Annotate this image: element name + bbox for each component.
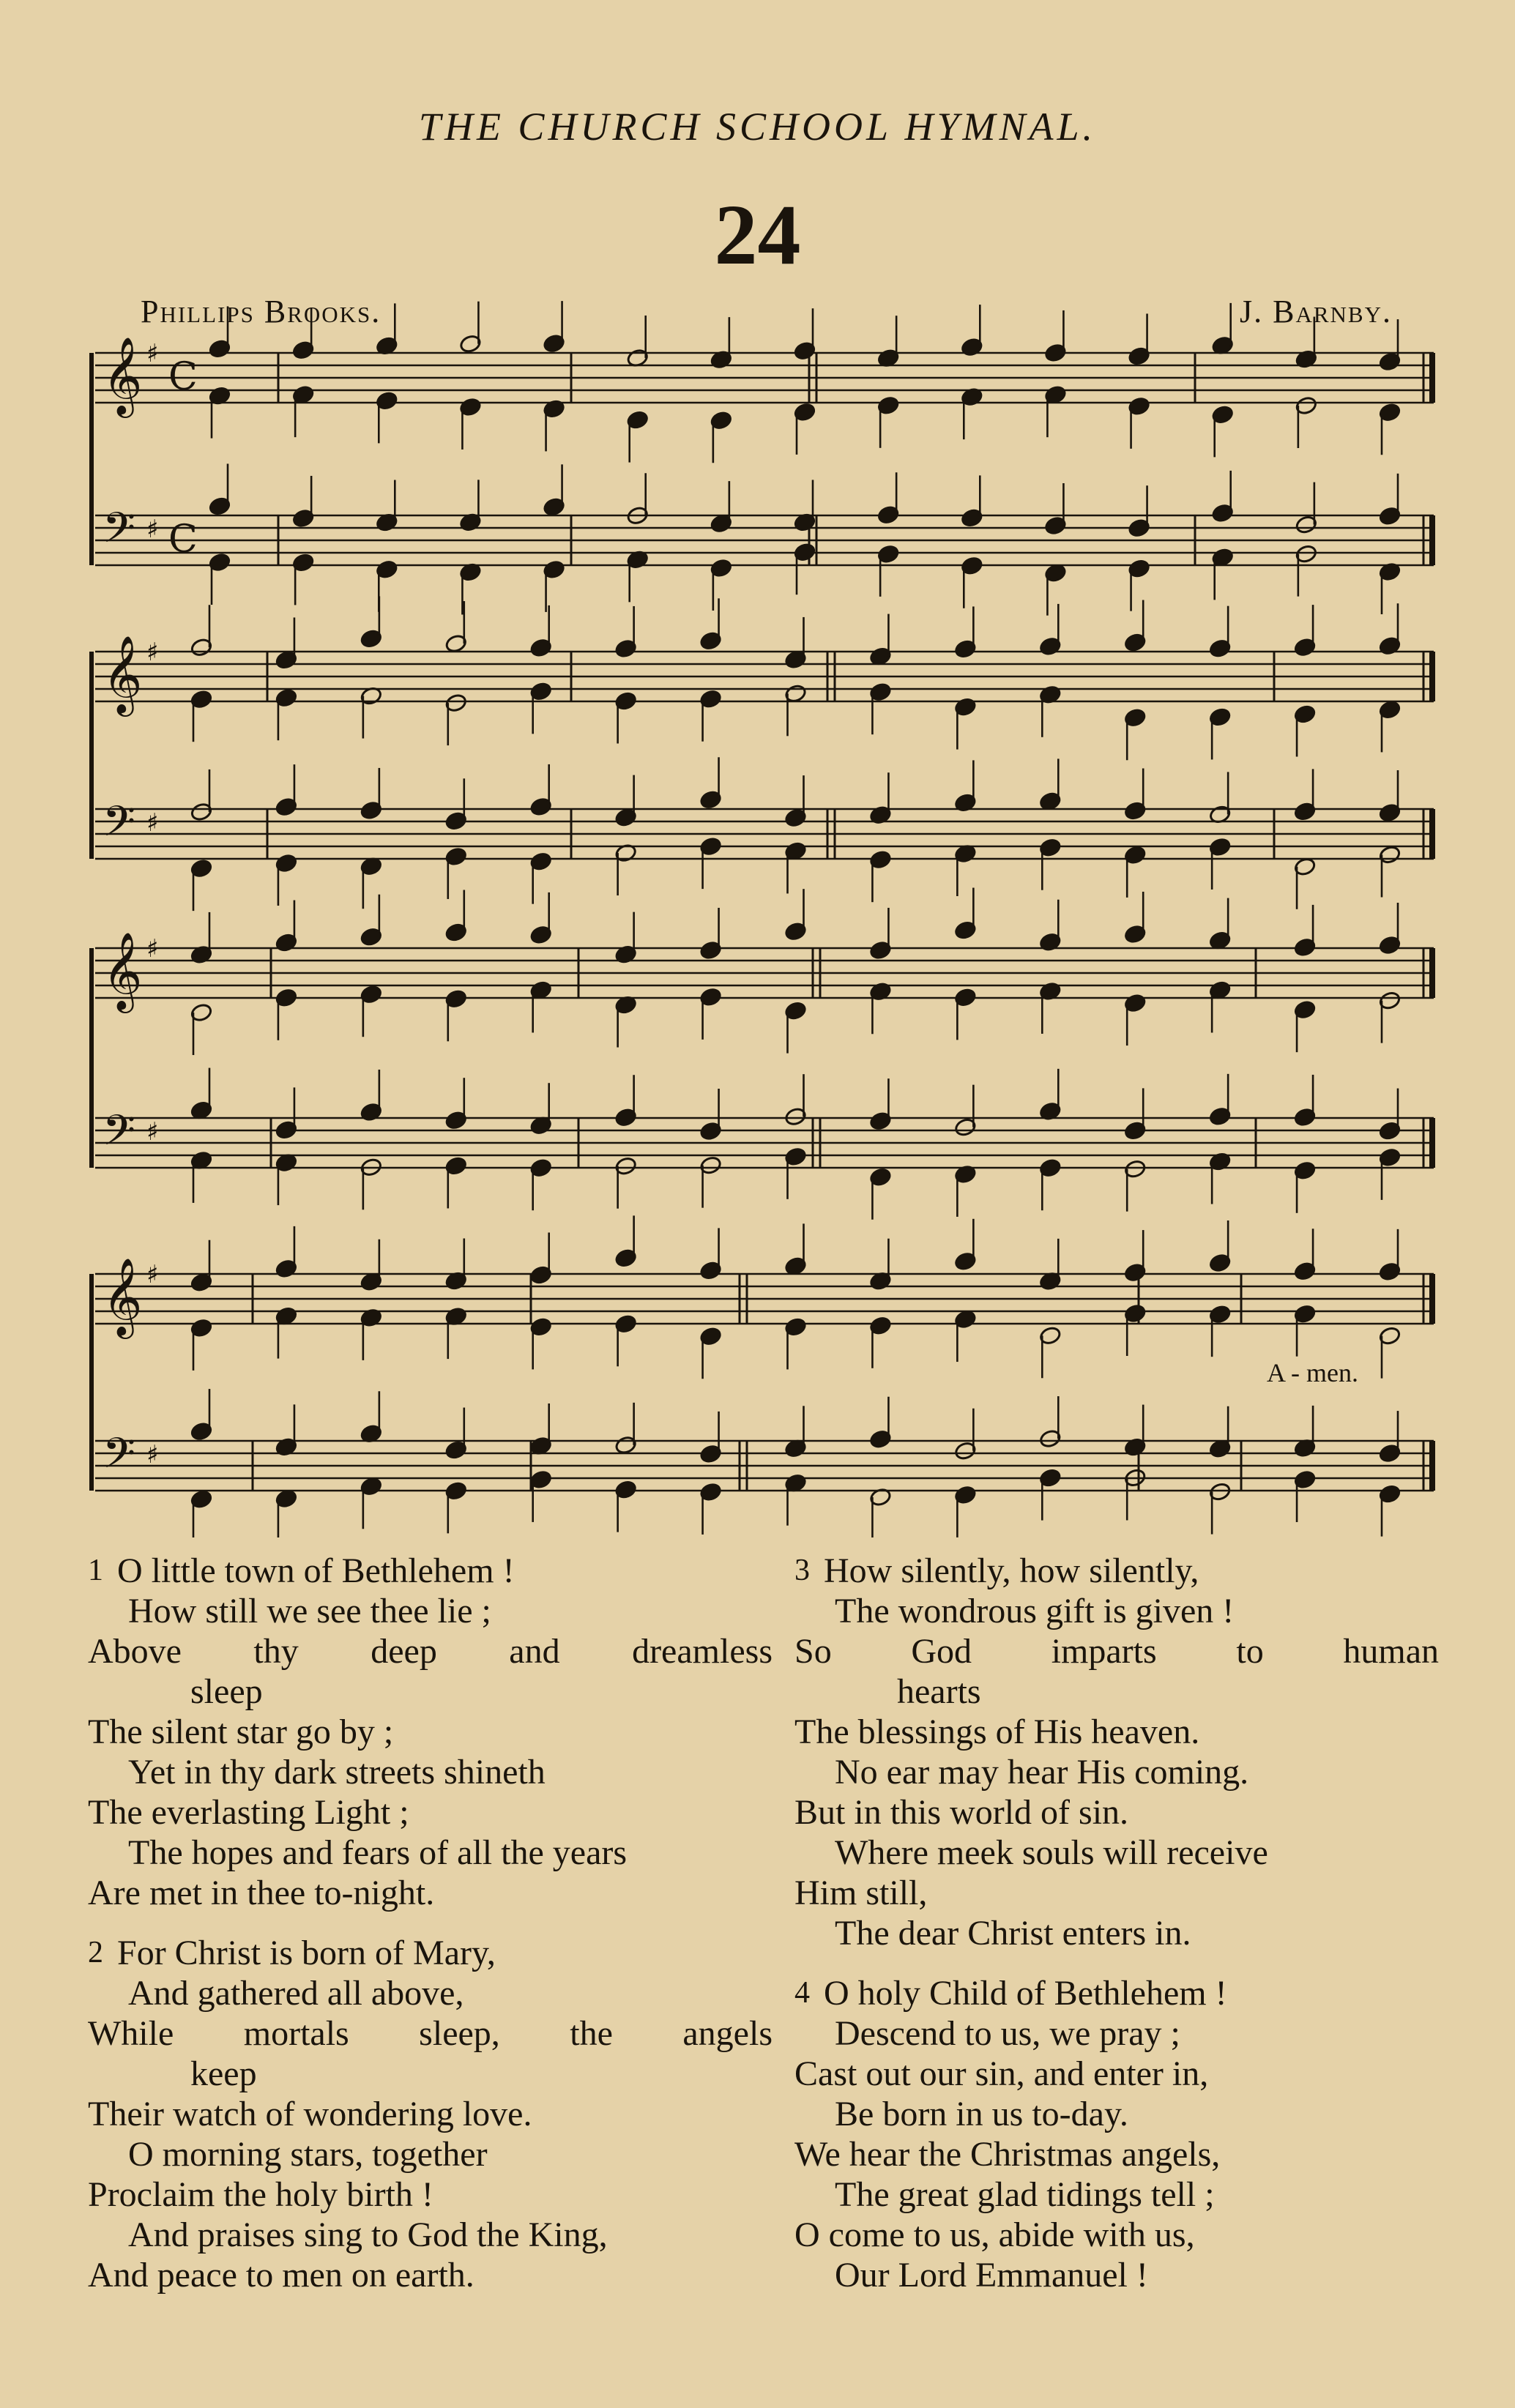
bass-clef-icon: 𝄢	[103, 1428, 136, 1488]
verse	[794, 1551, 1439, 1953]
treble-clef-icon: 𝄞	[103, 1257, 143, 1335]
system-bracket	[89, 652, 94, 859]
verse-line: For Christ is born of Mary,	[117, 1934, 496, 1972]
verse-line: How still we see thee lie ;	[128, 1592, 491, 1630]
sharp-icon: ♯	[146, 515, 159, 544]
verse-line: We hear the Christmas angels,	[794, 2135, 1221, 2174]
final-barline	[1429, 809, 1435, 859]
running-head: THE CHURCH SCHOOL HYMNAL.	[418, 105, 1097, 149]
sharp-icon: ♯	[146, 1117, 159, 1147]
verses-left-column	[88, 1551, 773, 2315]
system-bracket	[89, 353, 94, 565]
verse-number: 4	[794, 1976, 810, 2010]
final-barline	[1429, 515, 1435, 565]
verse-line: The blessings of His heaven.	[794, 1712, 1200, 1751]
final-barline	[1429, 353, 1435, 403]
sharp-icon: ♯	[146, 934, 159, 963]
verses-right-column	[794, 1551, 1439, 2315]
final-barline	[1429, 1441, 1435, 1491]
final-barline	[1429, 652, 1435, 701]
verse-number: 1	[88, 1554, 103, 1587]
amen-label: A - men.	[1267, 1358, 1358, 1387]
sharp-icon: ♯	[146, 808, 159, 838]
time-signature: C	[168, 518, 198, 562]
verse-line: Him still,	[794, 1874, 928, 1912]
verse-number: 2	[88, 1936, 103, 1969]
composer-credit: J. Barnby.	[1240, 294, 1392, 329]
verse-line: Their watch of wondering love.	[88, 2095, 532, 2133]
verse-line: While mortals sleep, the angels	[88, 2014, 773, 2053]
hymn-number: 24	[714, 187, 801, 283]
verse-line: The great glad tidings tell ;	[835, 2175, 1215, 2214]
treble-clef-icon: 𝄞	[103, 336, 143, 414]
system-bracket	[89, 1274, 94, 1491]
final-barline	[1429, 948, 1435, 998]
verse-line: O come to us, abide with us,	[794, 2215, 1195, 2254]
verse-line: O morning stars, together	[128, 2135, 488, 2174]
verse-line: O holy Child of Bethlehem !	[824, 1974, 1227, 2013]
verse-line: Our Lord Emmanuel !	[835, 2256, 1148, 2295]
verse-number: 3	[794, 1554, 810, 1587]
verse-line: The hopes and fears of all the years	[128, 1833, 628, 1872]
treble-clef-icon: 𝄞	[103, 931, 143, 1010]
verse	[88, 1933, 773, 2295]
verse-line: sleep	[190, 1672, 263, 1711]
author-credit: Phillips Brooks.	[141, 294, 381, 329]
verse-line: Descend to us, we pray ;	[835, 2014, 1180, 2053]
verse-line: Be born in us to-day.	[835, 2095, 1128, 2133]
verse-line: The wondrous gift is given !	[835, 1592, 1235, 1630]
verse-line: hearts	[897, 1672, 981, 1711]
verse-line: And praises sing to God the King,	[128, 2215, 608, 2254]
time-signature: C	[168, 355, 198, 399]
verse-line: Cast out our sin, and enter in,	[794, 2054, 1209, 2093]
system-bracket	[89, 948, 94, 1168]
verse-line: And gathered all above,	[128, 1974, 464, 2013]
verse-line: But in this world of sin.	[794, 1793, 1129, 1832]
sharp-icon: ♯	[146, 1440, 159, 1469]
verse-line: So God imparts to human	[794, 1632, 1439, 1671]
final-barline	[1429, 1118, 1435, 1168]
verse-line: Above thy deep and dreamless	[88, 1632, 773, 1671]
verse	[88, 1551, 773, 1913]
verse-line: The everlasting Light ;	[88, 1793, 409, 1832]
sharp-icon: ♯	[146, 638, 159, 667]
verse-line: keep	[190, 2054, 257, 2093]
verse-line: Yet in thy dark streets shineth	[128, 1753, 546, 1792]
verse-line: How silently, how silently,	[824, 1551, 1199, 1590]
verse-line: The dear Christ enters in.	[835, 1914, 1191, 1953]
bass-clef-icon: 𝄢	[103, 503, 136, 563]
sharp-icon: ♯	[146, 1260, 159, 1289]
verse	[794, 1973, 1439, 2295]
final-barline	[1429, 1274, 1435, 1324]
verse-line: The silent star go by ;	[88, 1712, 394, 1751]
verse-line: No ear may hear His coming.	[835, 1753, 1249, 1792]
bass-clef-icon: 𝄢	[103, 1106, 136, 1166]
verse-line: O little town of Bethlehem !	[117, 1551, 515, 1590]
bass-clef-icon: 𝄢	[103, 797, 136, 857]
sharp-icon: ♯	[146, 339, 159, 368]
treble-clef-icon: 𝄞	[103, 635, 143, 713]
verse-line: Proclaim the holy birth !	[88, 2175, 433, 2214]
verse-line: Where meek souls will receive	[835, 1833, 1268, 1872]
verse-line: And peace to men on earth.	[88, 2256, 474, 2295]
verse-line: Are met in thee to-night.	[88, 1874, 435, 1912]
